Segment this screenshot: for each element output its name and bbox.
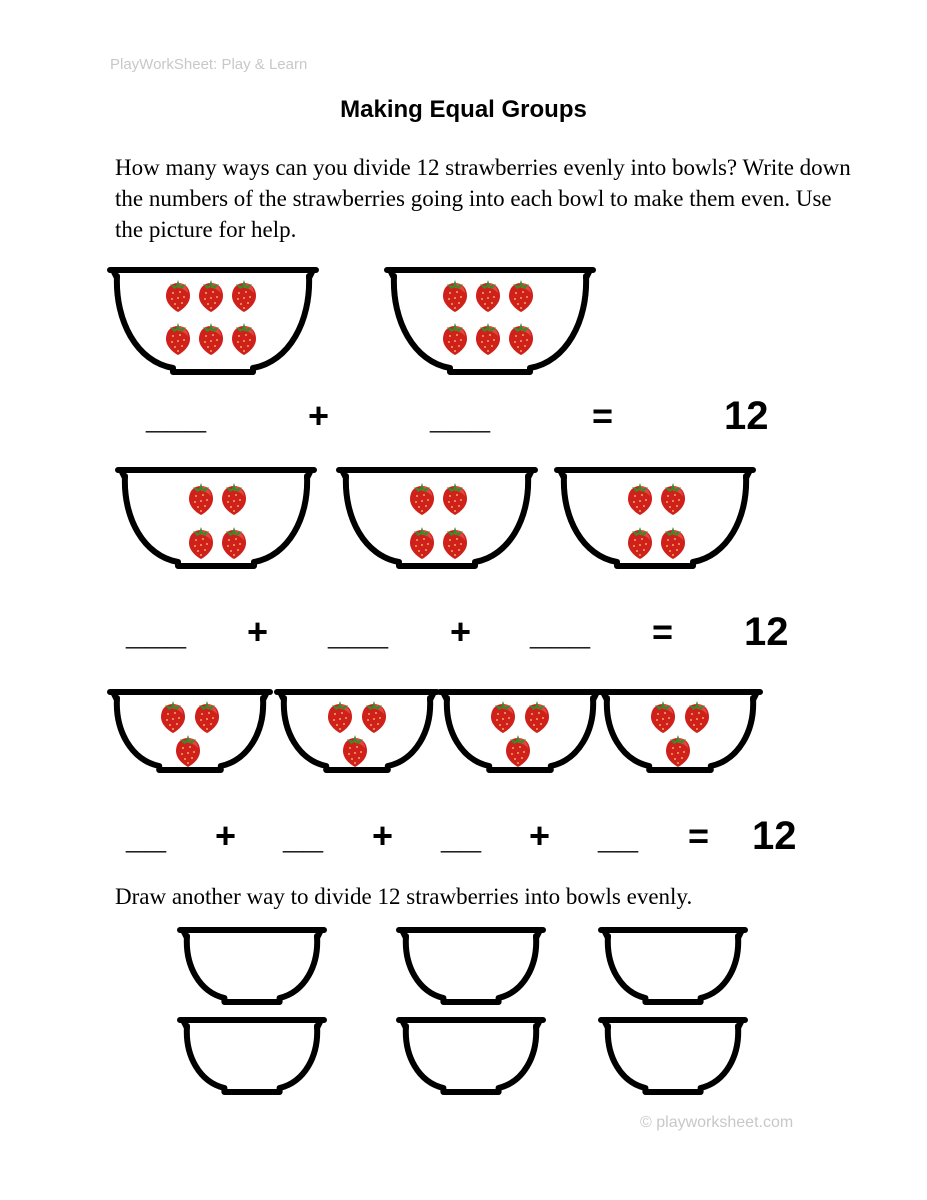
bowl-with-strawberries <box>557 470 753 566</box>
strawberry <box>362 701 386 733</box>
strawberry <box>222 483 246 515</box>
strawberry <box>410 527 434 559</box>
strawberry <box>476 323 500 355</box>
draw-prompt: Draw another way to divide 12 strawberries into bowls evenly. <box>115 884 693 909</box>
plus-sign: + <box>308 395 330 436</box>
strawberry <box>189 483 213 515</box>
strawberry <box>166 323 190 355</box>
strawberry <box>166 280 190 312</box>
equals-sign: = <box>688 815 710 856</box>
strawberry <box>232 323 256 355</box>
empty-bowl <box>399 930 543 1002</box>
plus-sign: + <box>372 815 394 856</box>
empty-bowl <box>601 930 745 1002</box>
strawberry <box>685 701 709 733</box>
worksheet-title: Making Equal Groups <box>340 96 587 123</box>
site-brand: PlayWorkSheet: Play & Learn <box>110 56 308 73</box>
plus-sign: + <box>450 611 472 652</box>
equation-total: 12 <box>752 814 797 858</box>
strawberry <box>509 280 533 312</box>
strawberry <box>189 527 213 559</box>
strawberry <box>661 483 685 515</box>
strawberry <box>491 701 515 733</box>
answer-blank: ___ <box>146 395 207 436</box>
answer-blank: ___ <box>530 611 591 652</box>
instructions-text: How many ways can you divide 12 strawberries evenly into bowls? Write down the numbers of the strawberries going into each bowl to make them even. Use the picture for help. <box>115 155 851 242</box>
answer-blank: ___ <box>430 395 491 436</box>
strawberry <box>476 280 500 312</box>
strawberry <box>443 483 467 515</box>
answer-blank: ___ <box>328 611 389 652</box>
plus-sign: + <box>247 611 269 652</box>
empty-bowl <box>399 1020 543 1092</box>
strawberry <box>199 323 223 355</box>
equals-sign: = <box>592 395 614 436</box>
plus-sign: + <box>529 815 551 856</box>
strawberry <box>328 701 352 733</box>
strawberry <box>222 527 246 559</box>
strawberry <box>232 280 256 312</box>
strawberry <box>628 483 652 515</box>
strawberry <box>666 735 690 767</box>
strawberry <box>443 527 467 559</box>
empty-bowl <box>601 1020 745 1092</box>
strawberry <box>161 701 185 733</box>
strawberry <box>176 735 200 767</box>
answer-blank: __ <box>283 815 324 856</box>
strawberry <box>410 483 434 515</box>
strawberry <box>506 735 530 767</box>
strawberry <box>661 527 685 559</box>
strawberry <box>651 701 675 733</box>
strawberry <box>525 701 549 733</box>
equation-total: 12 <box>744 610 789 654</box>
strawberry <box>195 701 219 733</box>
strawberry <box>343 735 367 767</box>
strawberry <box>199 280 223 312</box>
bowl-with-strawberries <box>118 470 314 566</box>
answer-blank: __ <box>441 815 482 856</box>
answer-blank: ___ <box>126 611 187 652</box>
empty-bowl <box>180 1020 324 1092</box>
strawberry <box>509 323 533 355</box>
equals-sign: = <box>652 611 674 652</box>
answer-blank: __ <box>598 815 639 856</box>
equation-total: 12 <box>724 394 769 438</box>
bowl-with-strawberries <box>339 470 535 566</box>
copyright-footer: © playworksheet.com <box>640 1114 794 1131</box>
strawberry <box>628 527 652 559</box>
plus-sign: + <box>215 815 237 856</box>
answer-blank: __ <box>126 815 167 856</box>
strawberry <box>443 323 467 355</box>
strawberry <box>443 280 467 312</box>
empty-bowl <box>180 930 324 1002</box>
